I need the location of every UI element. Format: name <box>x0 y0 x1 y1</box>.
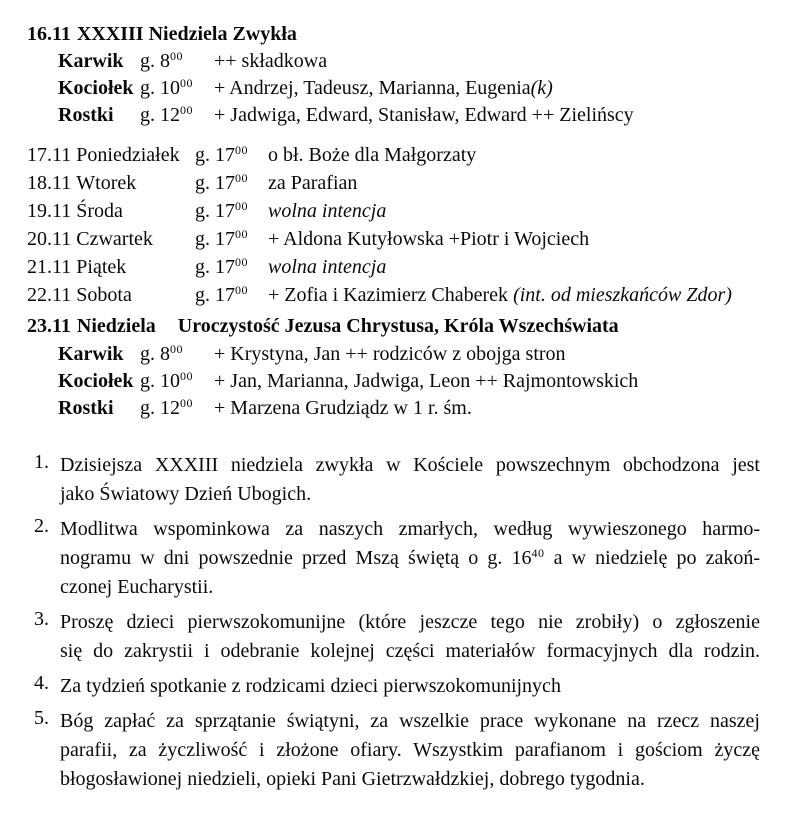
mass-intention <box>214 341 566 368</box>
time-minutes-superscript: 40 <box>531 546 545 560</box>
announcement-line: Modlitwa wspominkowa za naszych zmarłych, według wywieszonego harmo- <box>60 518 760 540</box>
mass-minutes-superscript: 00 <box>180 369 193 383</box>
weekday-row <box>27 253 760 281</box>
mass-hour: g. 10 <box>140 370 180 392</box>
announcement-line: Dzisiejsza XXXIII niedziela zwykła w Kościele powszechnym obchodzona jest <box>60 454 760 476</box>
mass-time <box>195 169 268 197</box>
mass-minutes-superscript: 00 <box>235 255 248 269</box>
schedule-weekdays <box>27 141 760 309</box>
mass-intention-text: o bł. Boże dla Małgorzaty <box>268 144 477 166</box>
announcement-line: się do zakrystii i odebranie kolejnej części materiałów formacyjnych dla rodzin. <box>60 640 760 662</box>
mass-place: Karwik <box>58 50 124 72</box>
mass-row <box>27 341 760 368</box>
mass-hour: g. 12 <box>140 397 180 419</box>
announcement-item <box>27 451 760 509</box>
mass-intention-text: + Aldona Kutyłowska +Piotr i Wojciech <box>268 228 590 250</box>
announcement-number: 2. <box>34 515 49 537</box>
mass-minutes-superscript: 00 <box>180 396 193 410</box>
weekday-date: 18.11 <box>27 172 72 194</box>
mass-hour: g. 17 <box>195 200 235 222</box>
mass-row <box>27 395 760 422</box>
mass-hour: g. 17 <box>195 172 235 194</box>
mass-time <box>140 341 214 368</box>
mass-intention <box>214 48 327 75</box>
weekday-row <box>27 141 760 169</box>
mass-intention-italic: (k) <box>530 77 553 99</box>
mass-intention-text: + Zofia i Kazimierz Chaberek <box>268 284 514 306</box>
weekday-date: 20.11 <box>27 228 72 250</box>
announcement-line <box>60 544 760 573</box>
sunday-2-title: Uroczystość Jezusa Chrystusa, Króla Wszechświata <box>177 315 619 337</box>
mass-intention-text: + Jan, Marianna, Jadwiga, Leon ++ Rajmontowskich <box>214 370 639 392</box>
mass-row <box>27 75 760 102</box>
weekday-date-day <box>27 197 195 225</box>
mass-time <box>195 281 268 309</box>
mass-hour: g. 8 <box>140 343 170 365</box>
mass-time <box>140 48 214 75</box>
mass-minutes-superscript: 00 <box>235 171 248 185</box>
mass-minutes-superscript: 00 <box>180 76 193 90</box>
weekday-row <box>27 169 760 197</box>
weekday-row <box>27 225 760 253</box>
weekday-date-day <box>27 141 195 169</box>
weekday-name: Piątek <box>76 256 127 278</box>
mass-hour: g. 17 <box>195 256 235 278</box>
mass-minutes-superscript: 00 <box>170 49 183 63</box>
mass-intention-italic: wolna intencja <box>268 200 387 222</box>
sunday-1-header <box>27 20 760 48</box>
announcement-line: błogosławionej niedzieli, opieki Pani Gietrzwałdzkiej, dobrego tygodnia. <box>60 768 645 790</box>
sunday-2-date: 23.11 <box>27 315 71 337</box>
mass-intention <box>214 75 553 102</box>
weekday-date: 17.11 <box>27 144 72 166</box>
mass-intention <box>268 225 589 253</box>
announcement-item <box>27 608 760 666</box>
weekday-date-day <box>27 281 195 309</box>
sunday-2-day: Niedziela <box>76 315 156 337</box>
weekday-row <box>27 281 760 309</box>
announcement-text <box>60 608 760 666</box>
weekday-name: Poniedziałek <box>76 144 180 166</box>
mass-intention <box>268 141 476 169</box>
announcement-item <box>27 672 760 701</box>
weekday-date-day <box>27 169 195 197</box>
mass-time <box>140 102 214 129</box>
mass-row <box>27 102 760 129</box>
mass-place: Karwik <box>58 343 124 365</box>
mass-intention <box>268 169 357 197</box>
mass-intention <box>268 253 386 281</box>
weekday-name: Sobota <box>76 284 132 306</box>
mass-row <box>27 48 760 75</box>
weekday-date-day <box>27 253 195 281</box>
announcement-text <box>60 672 760 701</box>
mass-intention <box>268 281 732 309</box>
announcement-line: Proszę dzieci pierwszokomunijne (które jeszcze tego nie zrobiły) o zgłoszenie <box>60 611 760 633</box>
mass-minutes-superscript: 00 <box>235 199 248 213</box>
mass-intention <box>214 395 472 422</box>
sunday-2-header <box>27 312 760 340</box>
announcements-list <box>27 451 760 794</box>
weekday-date-day <box>27 225 195 253</box>
announcement-text <box>60 451 760 509</box>
announcement-item <box>27 707 760 794</box>
mass-minutes-superscript: 00 <box>235 283 248 297</box>
mass-place: Kociołek <box>58 370 134 392</box>
mass-intention-italic: (int. od mieszkańców Zdor) <box>513 284 732 306</box>
mass-time <box>140 395 214 422</box>
mass-place: Kociołek <box>58 77 134 99</box>
mass-intention-text: ++ składkowa <box>214 50 328 72</box>
weekday-date: 21.11 <box>27 256 72 278</box>
mass-hour: g. 8 <box>140 50 170 72</box>
announcement-item <box>27 515 760 602</box>
sunday-1-title: XXXIII Niedziela Zwykła <box>76 23 297 45</box>
mass-time <box>140 75 214 102</box>
mass-hour: g. 17 <box>195 228 235 250</box>
weekday-date: 19.11 <box>27 200 72 222</box>
weekday-row <box>27 197 760 225</box>
mass-intention-text: + Krystyna, Jan ++ rodziców z obojga stron <box>214 343 566 365</box>
announcement-number: 1. <box>34 451 49 473</box>
announcement-line-text: a w niedzielę po zakoń- <box>544 547 760 569</box>
announcement-number: 4. <box>34 672 49 694</box>
mass-hour: g. 17 <box>195 284 235 306</box>
schedule-sunday-2 <box>27 312 760 422</box>
mass-minutes-superscript: 00 <box>235 143 248 157</box>
mass-intention-text: + Marzena Grudziądz w 1 r. śm. <box>214 397 472 419</box>
mass-intention <box>268 197 386 225</box>
mass-hour: g. 10 <box>140 77 180 99</box>
mass-intention-text: + Jadwiga, Edward, Stanisław, Edward ++ Zielińscy <box>214 104 634 126</box>
mass-place: Rostki <box>58 397 114 419</box>
announcement-line: Za tydzień spotkanie z rodzicami dzieci pierwszokomunijnych <box>60 675 561 697</box>
mass-minutes-superscript: 00 <box>180 103 193 117</box>
mass-minutes-superscript: 00 <box>235 227 248 241</box>
mass-hour: g. 17 <box>195 144 235 166</box>
sunday-1-date: 16.11 <box>27 23 71 45</box>
announcement-line: parafii, za życzliwość i złożone ofiary. Wszystkim parafianom i gościom życzę <box>60 739 760 761</box>
mass-hour: g. 12 <box>140 104 180 126</box>
announcement-text <box>60 515 760 602</box>
mass-minutes-superscript: 00 <box>170 342 183 356</box>
announcement-line: jako Światowy Dzień Ubogich. <box>60 483 312 505</box>
weekday-name: Środa <box>76 200 123 222</box>
mass-time <box>140 368 214 395</box>
weekday-date: 22.11 <box>27 284 72 306</box>
schedule-sunday-1 <box>27 20 760 129</box>
mass-time <box>195 197 268 225</box>
mass-intention-italic: wolna intencja <box>268 256 387 278</box>
mass-time <box>195 253 268 281</box>
weekday-name: Czwartek <box>76 228 153 250</box>
announcement-line-text: nogramu w dni powszednie przed Mszą świętą o g. 16 <box>60 547 532 569</box>
mass-intention-text: za Parafian <box>268 172 358 194</box>
mass-time <box>195 141 268 169</box>
announcement-line: czonej Eucharystii. <box>60 576 214 598</box>
announcement-text <box>60 707 760 794</box>
weekday-name: Wtorek <box>76 172 137 194</box>
mass-time <box>195 225 268 253</box>
announcement-number: 3. <box>34 608 49 630</box>
mass-intention-text: + Andrzej, Tadeusz, Marianna, Eugenia <box>214 77 531 99</box>
mass-intention <box>214 102 634 129</box>
announcement-line: Bóg zapłać za sprzątanie świątyni, za wszelkie prace wykonane na rzecz naszej <box>60 710 760 732</box>
mass-row <box>27 368 760 395</box>
mass-intention <box>214 368 638 395</box>
announcement-number: 5. <box>34 707 49 729</box>
mass-place: Rostki <box>58 104 114 126</box>
